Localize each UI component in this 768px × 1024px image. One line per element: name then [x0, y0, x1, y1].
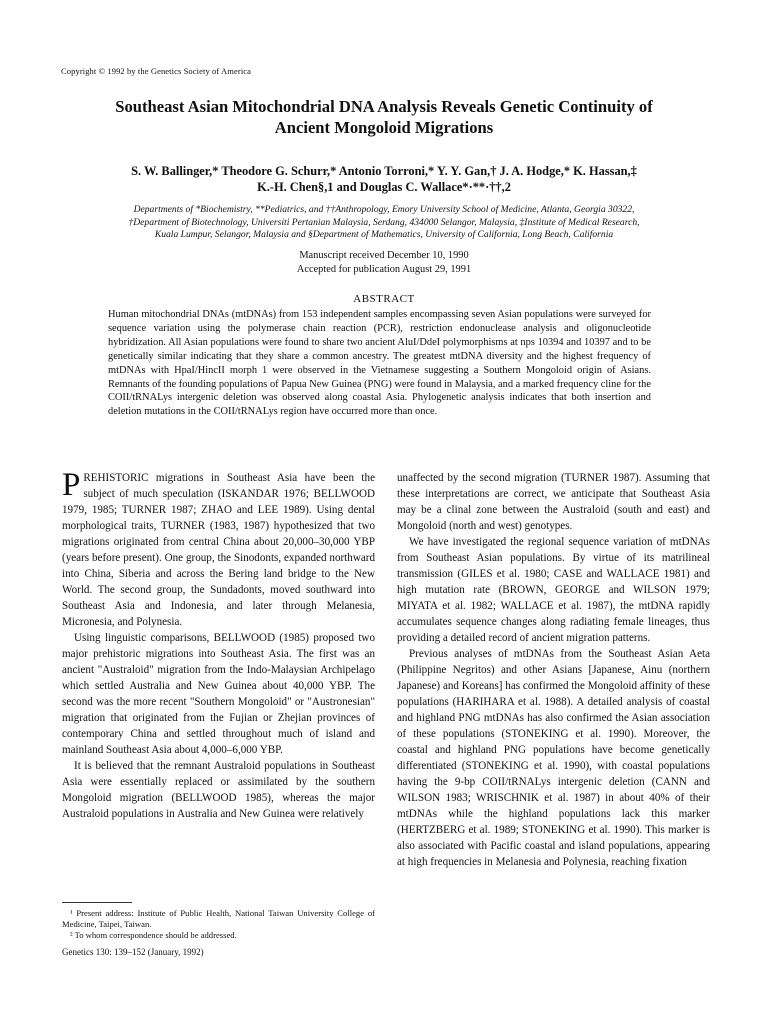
paragraph: It is believed that the remnant Australoid populations in Southeast Asia were essentially replaced or assimilated by the southern Mongoloid migration (BELLWOOD 1985), whereas the major Australoid populations in Australia and New Guinea were relatively [62, 760, 375, 820]
paragraph: We have investigated the regional sequence variation of mtDNAs from Southeast Asian populations. By virtue of its matrilineal transmission (GILES et al. 1980; CASE and WALLACE 1981) and high mutation rate (BROWN, GEORGE and WILSON 1979; MIYATA et al. 1982; WALLACE et al. 1987), the mtDNA rapidly accumulates sequence changes along radiating female lineages, thus providing a detailed record of ancient migration patterns. [397, 536, 710, 644]
abstract-heading: ABSTRACT [353, 293, 415, 305]
received-date: Manuscript received December 10, 1990 [299, 250, 469, 261]
accepted-date: Accepted for publication August 29, 1991 [296, 263, 472, 275]
title-line-2: Ancient Mongoloid Migrations [274, 118, 494, 137]
manuscript-dates [40, 249, 728, 276]
affiliation-line-2: †Department of Biotechnology, Universiti Pertanian Malaysia, Serdang, 434000 Selangor, Malaysia, ‡Institute of Medical Research, [128, 216, 640, 228]
footnote-divider [62, 902, 132, 903]
affiliation-line-3: Kuala Lumpur, Selangor, Malaysia and §Department of Mathematics, University of California, Long Beach, California [154, 229, 614, 240]
body-column-left [62, 467, 375, 822]
drop-cap: P [62, 467, 81, 503]
body-column-right [397, 470, 710, 870]
affiliations [30, 204, 738, 242]
journal-citation: Genetics 130: 139–152 (January, 1992) [62, 947, 204, 957]
paragraph-text: REHISTORIC migrations in Southeast Asia have been the subject of much speculation (ISKANDAR 1976; BELLWOOD 1979, 1985; TURNER 1987; ZHAO and LEE 1989). Using dental morphological traits, TURNER (1983, 1987) hypothesized that two migrations originated from central China about 20,000–30,000 YBP (years before present). One group, the Sinodonts, expanded northward into China, Siberia and across the Bering land bridge to the New World. The second group, the Sundadonts, moved southward into Southeast Asia and Indonesia, and later through Melanesia, Micronesia, and Polynesia. [62, 472, 375, 628]
paragraph: unaffected by the second migration (TURNER 1987). Assuming that these interpretations are correct, we anticipate that Southeast Asia may be a clinal zone between the Australoid (south and east) and Mongoloid (north and west) genotypes. [397, 472, 710, 532]
author-list [40, 163, 728, 195]
copyright-notice: Copyright © 1992 by the Genetics Society of America [61, 66, 252, 76]
paragraph: Previous analyses of mtDNAs from the Southeast Asian Aeta (Philippine Negritos) and other Asians [Japanese, Ainu (northern Japanese) and Koreans] has confirmed the Mongoloid affinity of these populations (HARIHARA et al. 1988). A detailed analysis of coastal and highland PNG mtDNAs has also confirmed the Asian association of these populations (STONEKING et al. 1990). Moreover, the coastal and highland PNG populations have become genetically differentiated (STONEKING et al. 1990), with coastal populations having the 9-bp COII/tRNALys intergenic deletion (CANN and WILSON 1983; WRISCHNIK et al. 1987) in about 40% of their mtDNAs while the highland populations lack this marker (HERTZBERG et al. 1989; STONEKING et al. 1990). This marker is also associated with Pacific coastal and island populations, appearing at high frequencies in Melanesia and Polynesia, reaching fixation [397, 648, 710, 868]
footnote-1: ¹ Present address: Institute of Public Health, National Taiwan University College of Medicine, Taipei, Taiwan. [62, 908, 375, 929]
authors-line-1: S. W. Ballinger,* Theodore G. Schurr,* Antonio Torroni,* Y. Y. Gan,† J. A. Hodge,* K. Hassan,‡ [131, 164, 637, 178]
title-line-1: Southeast Asian Mitochondrial DNA Analysis Reveals Genetic Continuity of [115, 97, 653, 116]
paragraph: Using linguistic comparisons, BELLWOOD (1985) proposed two major prehistoric migrations into Southeast Asia. The first was an ancient "Australoid" migration from the Indo-Malaysian Archipelago which settled Australia and New Guinea about 40,000 YBP. The second was the more recent "Southern Mongoloid" or "Austronesian" migration that originated from the Fujian or Zhejian provinces of contemporary China and settled throughout much of island and mainland Southeast Asia about 4,000–6,000 YBP. [62, 632, 375, 756]
paper-title [40, 96, 728, 138]
footnotes [62, 908, 375, 941]
affiliation-line-1: Departments of *Biochemistry, **Pediatrics, and ††Anthropology, Emory University School of Medicine, Atlanta, Georgia 30322, [133, 204, 635, 215]
abstract-text: Human mitochondrial DNAs (mtDNAs) from 153 independent samples encompassing seven Asian populations were surveyed for sequence variation using the polymerase chain reaction (PCR), restriction endonuclease analysis and oligonucleotide hybridization. All Asian populations were found to share two ancient AluI/DdeI polymorphisms at nps 10394 and 10397 and to be genetically similar indicating that they share a common ancestry. The greatest mtDNA diversity and the highest frequency of mtDNAs with HpaI/HincII morph 1 were observed in the Vietnamese suggesting a Southern Mongoloid origin of Asians. Remnants of the founding populations of Papua New Guinea (PNG) were found in Malaysia, and a marked frequency cline for the COII/tRNALys intergenic deletion was observed along coastal Asia. Phylogenetic analysis indicates that both insertion and deletion mutations in the COII/tRNALys region have occurred more than once. [108, 309, 651, 418]
footnote-2: ² To whom correspondence should be addressed. [70, 930, 237, 940]
authors-line-2: K.-H. Chen§,1 and Douglas C. Wallace*·**·††,2 [257, 180, 511, 194]
paragraph [62, 467, 375, 630]
